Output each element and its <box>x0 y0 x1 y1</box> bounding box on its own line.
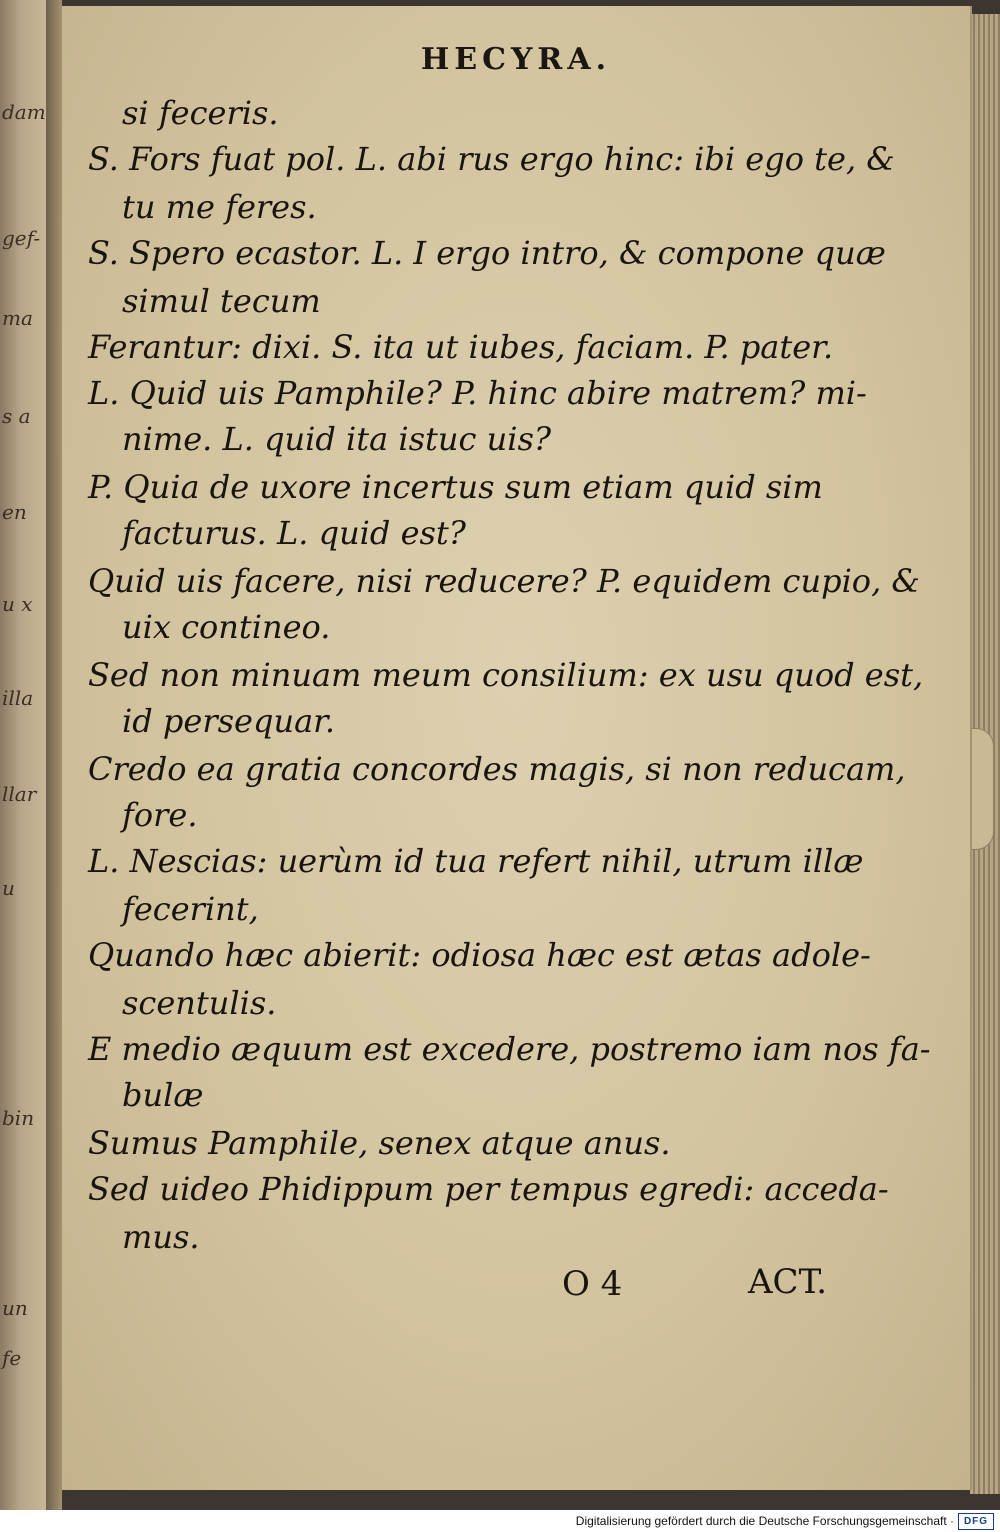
text-line: nime. L. quid ita istuc uis? <box>122 420 552 458</box>
text-line: fecerint, <box>122 890 259 928</box>
footer-bar <box>0 1510 1000 1532</box>
text-line: simul tecum <box>122 282 321 320</box>
text-line: L. Nescias: uerùm id tua refert nihil, utrum illæ <box>88 842 864 880</box>
text-line: facturus. L. quid est? <box>122 514 466 552</box>
text-line: S. Fors fuat pol. L. abi rus ergo hinc: ibi ego te, & <box>88 140 895 178</box>
previous-page-fragment: u <box>2 876 15 900</box>
previous-page-fragment: fe <box>2 1346 22 1370</box>
text-line: Sumus Pamphile, senex atque anus. <box>88 1124 671 1162</box>
text-line: Quid uis facere, nisi reducere? P. equidem cupio, & <box>88 562 920 600</box>
text-line: id persequar. <box>122 702 336 740</box>
previous-page-fragment: bin <box>2 1106 35 1130</box>
running-head: HECYRA. <box>420 42 612 77</box>
text-line: mus. <box>122 1218 200 1256</box>
signature-mark: O 4 <box>562 1264 623 1304</box>
previous-page-fragment: dam <box>2 100 46 124</box>
book-page <box>62 6 972 1490</box>
book-gutter <box>46 0 62 1510</box>
text-line: fore. <box>122 796 198 834</box>
text-line: scentulis. <box>122 984 277 1022</box>
text-line: si feceris. <box>122 94 279 132</box>
text-line: Ferantur: dixi. S. ita ut iubes, faciam. P. pater. <box>88 328 834 366</box>
funding-credit: Digitalisierung gefördert durch die Deutsche Forschungsgemeinschaft · <box>575 1514 954 1528</box>
text-line: Credo ea gratia concordes magis, si non reducam, <box>88 750 906 788</box>
previous-page-fragment: ma <box>2 306 33 330</box>
text-line: Sed uideo Phidippum per tempus egredi: acceda- <box>88 1170 889 1208</box>
text-line: uix contineo. <box>122 608 331 646</box>
text-line: bulæ <box>122 1076 204 1114</box>
previous-page-fragment: un <box>2 1296 28 1320</box>
dfg-logo-icon: DFG <box>958 1513 994 1530</box>
previous-page-edge <box>0 0 46 1510</box>
text-line: tu me feres. <box>122 188 317 226</box>
previous-page-fragment: en <box>2 500 27 524</box>
text-line: Sed non minuam meum consilium: ex usu quod est, <box>88 656 924 694</box>
previous-page-fragment: illa <box>2 686 34 710</box>
text-line: E medio æquum est excedere, postremo iam nos fa- <box>88 1030 931 1068</box>
text-line: S. Spero ecastor. L. I ergo intro, & compone quæ <box>88 234 886 272</box>
previous-page-fragment: s a <box>2 404 31 428</box>
catchword: ACT. <box>748 1262 828 1302</box>
previous-page-fragment: u x <box>2 592 33 616</box>
text-line: Quando hæc abierit: odiosa hæc est ætas adole- <box>88 936 871 974</box>
previous-page-fragment: llar <box>2 782 37 806</box>
text-line: L. Quid uis Pamphile? P. hinc abire matrem? mi- <box>88 374 867 412</box>
previous-page-fragment: gef- <box>2 226 41 250</box>
text-line: P. Quia de uxore incertus sum etiam quid sim <box>88 468 823 506</box>
